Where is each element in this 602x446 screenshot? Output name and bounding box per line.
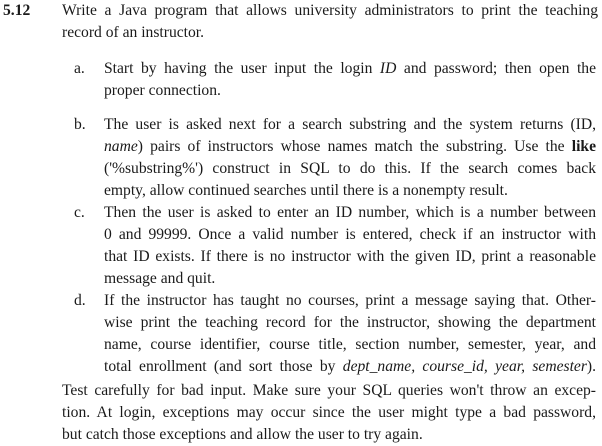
item-line: ('%substring%') construct in SQL to do this. If the search comes back xyxy=(104,160,596,177)
intro-line: Write a Java program that allows university administrators to print the teaching xyxy=(62,2,598,19)
closing-line: tion. At login, exceptions may occur since the user might type a bad password, xyxy=(62,404,596,421)
item-line: proper connection. xyxy=(104,82,221,99)
exercise-number: 5.12 xyxy=(3,2,31,19)
exercise-intro xyxy=(62,0,598,44)
text-run: and password; then open the xyxy=(396,60,596,77)
item-line: empty, allow continued searches until there is a nonempty result. xyxy=(104,182,508,199)
item-line: If the instructor has taught no courses, print a message saying that. Other- xyxy=(104,292,596,309)
item-line: wise print the teaching record for the instructor, showing the department xyxy=(104,314,596,331)
item-label: c. xyxy=(74,204,85,221)
emphasis-sort-keys: dept_name, course_id, year, semester xyxy=(342,358,587,375)
text-run: Start by having the user input the login xyxy=(104,60,380,77)
item-line: message and quit. xyxy=(104,270,216,287)
item-body xyxy=(104,202,596,290)
item-line xyxy=(104,136,596,158)
item-line: name, course identifier, course title, section number, semester, year, and xyxy=(104,336,596,353)
item-line xyxy=(104,356,596,378)
item-body xyxy=(104,290,596,378)
keyword-like: like xyxy=(571,138,596,155)
item-body xyxy=(104,58,596,102)
item-line: The user is asked next for a search substring and the system returns (ID, xyxy=(104,116,596,133)
item-body xyxy=(104,114,596,202)
text-run: ) pairs of instructors whose names match the substring. Use the xyxy=(137,138,572,155)
text-run: total enrollment (and sort those by xyxy=(104,358,343,375)
item-line: that ID exists. If there is no instructor with the given ID, print a reasonable xyxy=(104,248,596,265)
emphasis-name: name xyxy=(104,138,138,155)
closing-paragraph xyxy=(62,380,596,446)
text-run: ). xyxy=(586,358,596,375)
item-line: Then the user is asked to enter an ID number, which is a number between xyxy=(104,204,596,221)
intro-line: record of an instructor. xyxy=(62,24,205,41)
item-line: 0 and 99999. Once a valid number is entered, check if an instructor with xyxy=(104,226,596,243)
item-label: d. xyxy=(74,292,86,309)
emphasis-id: ID xyxy=(379,60,397,77)
item-label: a. xyxy=(74,60,85,77)
item-label: b. xyxy=(74,116,86,133)
item-line xyxy=(104,58,596,80)
closing-line: Test carefully for bad input. Make sure your SQL queries won't throw an excep- xyxy=(62,382,596,399)
closing-line: but catch those exceptions and allow the user to try again. xyxy=(62,426,423,443)
